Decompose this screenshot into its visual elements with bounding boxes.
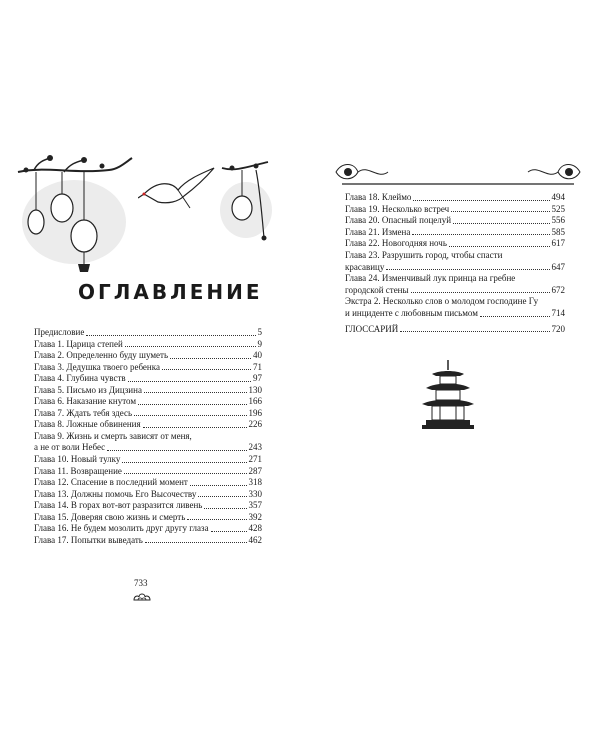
toc-entry[interactable]	[34, 339, 262, 351]
toc-leader	[162, 368, 251, 370]
toc-leader	[138, 403, 246, 405]
toc-entry-continuation[interactable]	[345, 262, 565, 274]
toc-entry-title: Глава 12. Спасение в последний момент	[34, 477, 188, 488]
toc-entry-page: 166	[248, 396, 262, 407]
lantern-branch-icon	[14, 152, 134, 274]
toc-entry[interactable]	[34, 396, 262, 408]
toc-entry[interactable]	[34, 500, 262, 512]
toc-entry[interactable]	[34, 454, 262, 466]
toc-leader	[124, 472, 247, 474]
cloud-ornament-icon	[133, 592, 151, 601]
toc-entry[interactable]	[34, 362, 262, 374]
toc-entry-page: 330	[248, 488, 262, 499]
toc-entry-first-line[interactable]	[345, 296, 565, 308]
toc-entry[interactable]	[34, 477, 262, 489]
pagoda-icon	[418, 360, 478, 436]
toc-leader	[411, 291, 550, 293]
toc-leader	[134, 414, 246, 416]
toc-entry-title: Экстра 2. Несколько слов о молодом господине Гу	[345, 296, 539, 307]
page-number: 733	[134, 578, 148, 588]
toc-entry[interactable]	[34, 385, 262, 397]
toc-leader	[204, 507, 246, 509]
toc-entry[interactable]	[34, 373, 262, 385]
toc-entry-title: городской стены	[345, 284, 409, 295]
toc-entry-page: 720	[551, 323, 565, 334]
toc-entry-page: 9	[257, 338, 262, 349]
toc-entry[interactable]	[34, 327, 262, 339]
toc-leader	[187, 518, 246, 520]
toc-entry-page: 226	[248, 419, 262, 430]
right-page	[300, 0, 600, 750]
toc-leader	[128, 380, 251, 382]
toc-entry[interactable]	[34, 466, 262, 478]
toc-entry-title: а не от воли Небес	[34, 442, 106, 453]
toc-leader	[198, 495, 246, 497]
toc-entry-page: 494	[551, 192, 565, 202]
toc-entry[interactable]	[345, 192, 565, 204]
toc-leader	[412, 233, 549, 235]
toc-entry[interactable]	[34, 535, 262, 547]
toc-leader	[413, 199, 549, 201]
toc-entry[interactable]	[34, 408, 262, 420]
toc-entry-page: 318	[248, 477, 262, 488]
toc-entry-continuation[interactable]	[345, 285, 565, 297]
toc-leader	[144, 391, 247, 393]
toc-entry-page: 357	[248, 500, 262, 511]
floral-border-icon	[332, 158, 584, 188]
toc-leader	[122, 461, 246, 463]
toc-entry-continuation[interactable]	[345, 308, 565, 320]
toc-entry-page: 392	[248, 511, 262, 522]
toc-list-left	[34, 327, 262, 546]
toc-entry-page: 71	[253, 361, 262, 372]
toc-leader	[143, 426, 247, 428]
toc-leader	[145, 541, 247, 543]
toc-entry-page: 428	[248, 523, 262, 534]
toc-entry-page: 672	[551, 284, 565, 295]
toc-entry-title: Глава 8. Ложные обвинения	[34, 419, 141, 430]
toc-entry-title: Глава 15. Доверяя свою жизнь и смерть	[34, 511, 186, 522]
toc-entry-title: Глава 18. Клеймо	[345, 192, 412, 202]
toc-entry-title: Глава 9. Жизнь и смерть зависят от меня,	[34, 430, 192, 441]
toc-entry-page: 271	[248, 454, 262, 465]
toc-entry-page: 556	[551, 215, 565, 226]
toc-entry-first-line[interactable]	[345, 250, 565, 262]
toc-leader	[86, 334, 255, 336]
toc-entry-title: Глава 16. Не будем мозолить друг другу глаза	[34, 523, 209, 534]
toc-entry-title: Глава 10. Новый тулку	[34, 454, 121, 465]
toc-entry-title: Глава 1. Царица степей	[34, 338, 123, 349]
toc-entry-page: 5	[257, 327, 262, 337]
toc-entry-page: 196	[248, 407, 262, 418]
toc-leader	[107, 449, 246, 451]
toc-entry-title: Глава 3. Дедушка твоего ребенка	[34, 361, 160, 372]
toc-entry[interactable]	[345, 238, 565, 250]
toc-entry-title: Глава 7. Ждать тебя здесь	[34, 407, 133, 418]
toc-entry-page: 585	[551, 226, 565, 237]
toc-leader	[190, 484, 247, 486]
toc-entry[interactable]	[34, 419, 262, 431]
toc-entry-page: 287	[248, 465, 262, 476]
crane-icon	[138, 160, 218, 220]
toc-entry-page: 40	[253, 350, 262, 361]
toc-leader	[451, 210, 549, 212]
toc-entry[interactable]	[345, 227, 565, 239]
toc-leader	[125, 345, 256, 347]
toc-leader	[386, 268, 549, 270]
toc-entry-title: Глава 22. Новогодняя ночь	[345, 238, 447, 249]
toc-leader	[170, 357, 251, 359]
toc-entry[interactable]	[34, 489, 262, 501]
toc-entry-page: 97	[253, 373, 262, 384]
toc-list-right	[345, 192, 565, 335]
toc-entry-page: 130	[248, 384, 262, 395]
toc-entry-page: 617	[551, 238, 565, 249]
lantern-icon	[212, 160, 274, 246]
toc-entry-title: Глава 4. Глубина чувств	[34, 373, 126, 384]
toc-entry-continuation[interactable]	[34, 442, 262, 454]
toc-entry-title: ГЛОССАРИЙ	[345, 323, 399, 334]
toc-entry[interactable]	[34, 523, 262, 535]
page-title: ОГЛАВЛЕНИЕ	[78, 280, 263, 304]
toc-entry-title: Глава 19. Несколько встреч	[345, 203, 450, 214]
toc-leader	[211, 530, 247, 532]
toc-entry-page: 243	[248, 442, 262, 453]
toc-entry[interactable]	[34, 350, 262, 362]
toc-entry-title: Глава 23. Разрушить город, чтобы спасти	[345, 249, 503, 260]
toc-entry[interactable]	[34, 512, 262, 524]
toc-entry-page: 462	[248, 534, 262, 545]
toc-entry-first-line[interactable]	[34, 431, 262, 443]
toc-entry-page: 647	[551, 261, 565, 272]
toc-entry-title: Глава 21. Измена	[345, 226, 411, 237]
toc-leader	[480, 315, 550, 317]
toc-entry-title: Глава 17. Попытки выведать	[34, 534, 143, 545]
toc-entry-page: 714	[551, 307, 565, 318]
toc-entry-title: Глава 5. Письмо из Дицзина	[34, 384, 142, 395]
toc-entry-title: Глава 6. Наказание кнутом	[34, 396, 137, 407]
toc-entry-title: Глава 20. Опасный поцелуй	[345, 215, 452, 226]
toc-entry-title: Глава 13. Должны помочь Его Высочеству	[34, 488, 197, 499]
toc-entry-title: Глава 11. Возвращение	[34, 465, 122, 476]
toc-entry-title: Глава 24. Изменчивый лук принца на гребне	[345, 273, 516, 284]
toc-entry-title: и инциденте с любовным письмом	[345, 307, 478, 318]
toc-entry-page: 525	[551, 203, 565, 214]
toc-entry-first-line[interactable]	[345, 273, 565, 285]
toc-entry-title: Глава 14. В горах вот-вот разразится ливень	[34, 500, 203, 511]
toc-entry[interactable]	[345, 204, 565, 216]
toc-entry[interactable]	[345, 324, 565, 336]
toc-entry-title: Предисловие	[34, 327, 85, 337]
toc-leader	[449, 245, 550, 247]
toc-leader	[400, 330, 549, 332]
toc-entry-title: Глава 2. Определенно буду шуметь	[34, 350, 169, 361]
toc-leader	[453, 222, 549, 224]
toc-entry[interactable]	[345, 215, 565, 227]
toc-entry-title: красавицу	[345, 261, 385, 272]
